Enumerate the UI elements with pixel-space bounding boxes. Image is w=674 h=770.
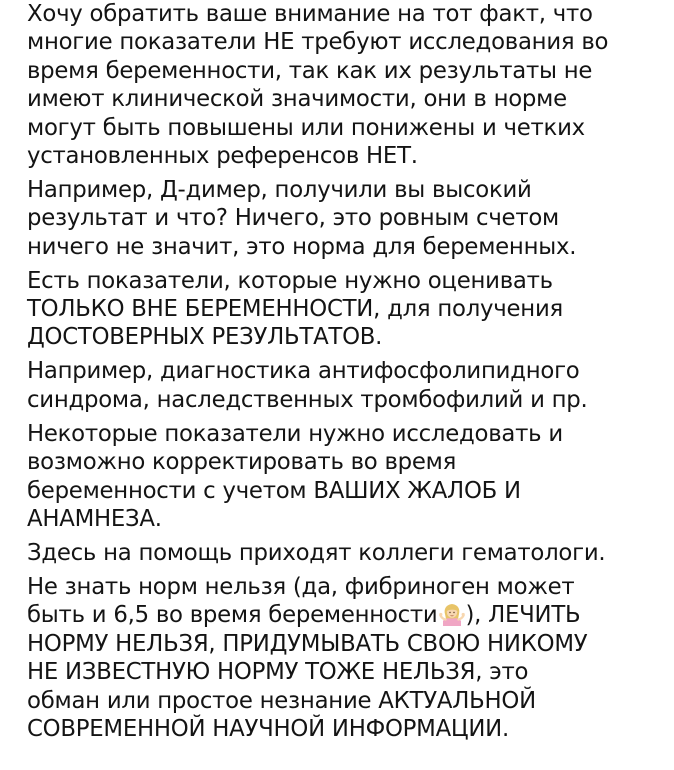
text-line-with-emoji <box>27 601 667 629</box>
text-line: Есть показатели, которые нужно оценивать <box>27 267 553 294</box>
text-line: результат и что? Ничего, это ровным счетом <box>27 205 560 232</box>
text-line: СОВРЕМЕННОЙ НАУЧНОЙ ИНФОРМАЦИИ. <box>27 715 509 742</box>
text-line: НОРМУ НЕЛЬЗЯ, ПРИДУМЫВАТЬ СВОЮ НИКОМУ <box>27 630 588 657</box>
paragraph-6 <box>27 539 667 567</box>
text-line: Например, Д-димер, получили вы высокий <box>27 176 532 203</box>
text-line: Хочу обратить ваше внимание на тот факт, что <box>27 1 593 27</box>
text-line: возможно корректировать во время <box>27 449 457 476</box>
text-line: НЕ ИЗВЕСТНУЮ НОРМУ ТОЖЕ НЕЛЬЗЯ, это <box>27 659 529 686</box>
paragraph-3 <box>27 267 667 352</box>
text-line: беременности с учетом ВАШИХ ЖАЛОБ И <box>27 477 521 504</box>
woman-shrugging-emoji-icon <box>439 602 465 626</box>
paragraph-2 <box>27 176 667 261</box>
paragraph-4 <box>27 357 667 414</box>
document-text <box>27 0 667 749</box>
text-line: Здесь на помощь приходят коллеги гематологи. <box>27 540 606 566</box>
text-line: время беременности, так как их результаты не <box>27 57 593 84</box>
paragraph-7 <box>27 573 667 743</box>
paragraph-5 <box>27 420 667 534</box>
text-line: ДОСТОВЕРНЫХ РЕЗУЛЬТАТОВ. <box>27 324 383 351</box>
text-line: обман или простое незнание АКТУАЛЬНОЙ <box>27 687 536 714</box>
text-line: Например, диагностика антифосфолипидного <box>27 358 580 385</box>
text-line: Не знать норм нельзя (да, фибриноген может <box>27 573 575 600</box>
text-line: многие показатели НЕ требуют исследования во <box>27 29 609 56</box>
text-line: Некоторые показатели нужно исследовать и <box>27 420 563 447</box>
text-line: могут быть повышены или понижены и четких <box>27 114 585 141</box>
emoji-line-before: быть и 6,5 во время беременности <box>27 602 438 629</box>
text-line: ТОЛЬКО ВНЕ БЕРЕМЕННОСТИ, для получения <box>27 296 563 323</box>
text-line: установленных референсов НЕТ. <box>27 142 418 169</box>
text-line: ничего не значит, это норма для беременных. <box>27 233 577 260</box>
emoji-line-after: ), ЛЕЧИТЬ <box>465 602 581 629</box>
paragraph-1 <box>27 0 667 170</box>
text-line: синдрома, наследственных тромбофилий и пр. <box>27 386 588 413</box>
text-line: имеют клинической значимости, они в норме <box>27 86 567 113</box>
text-line: АНАМНЕЗА. <box>27 506 162 533</box>
